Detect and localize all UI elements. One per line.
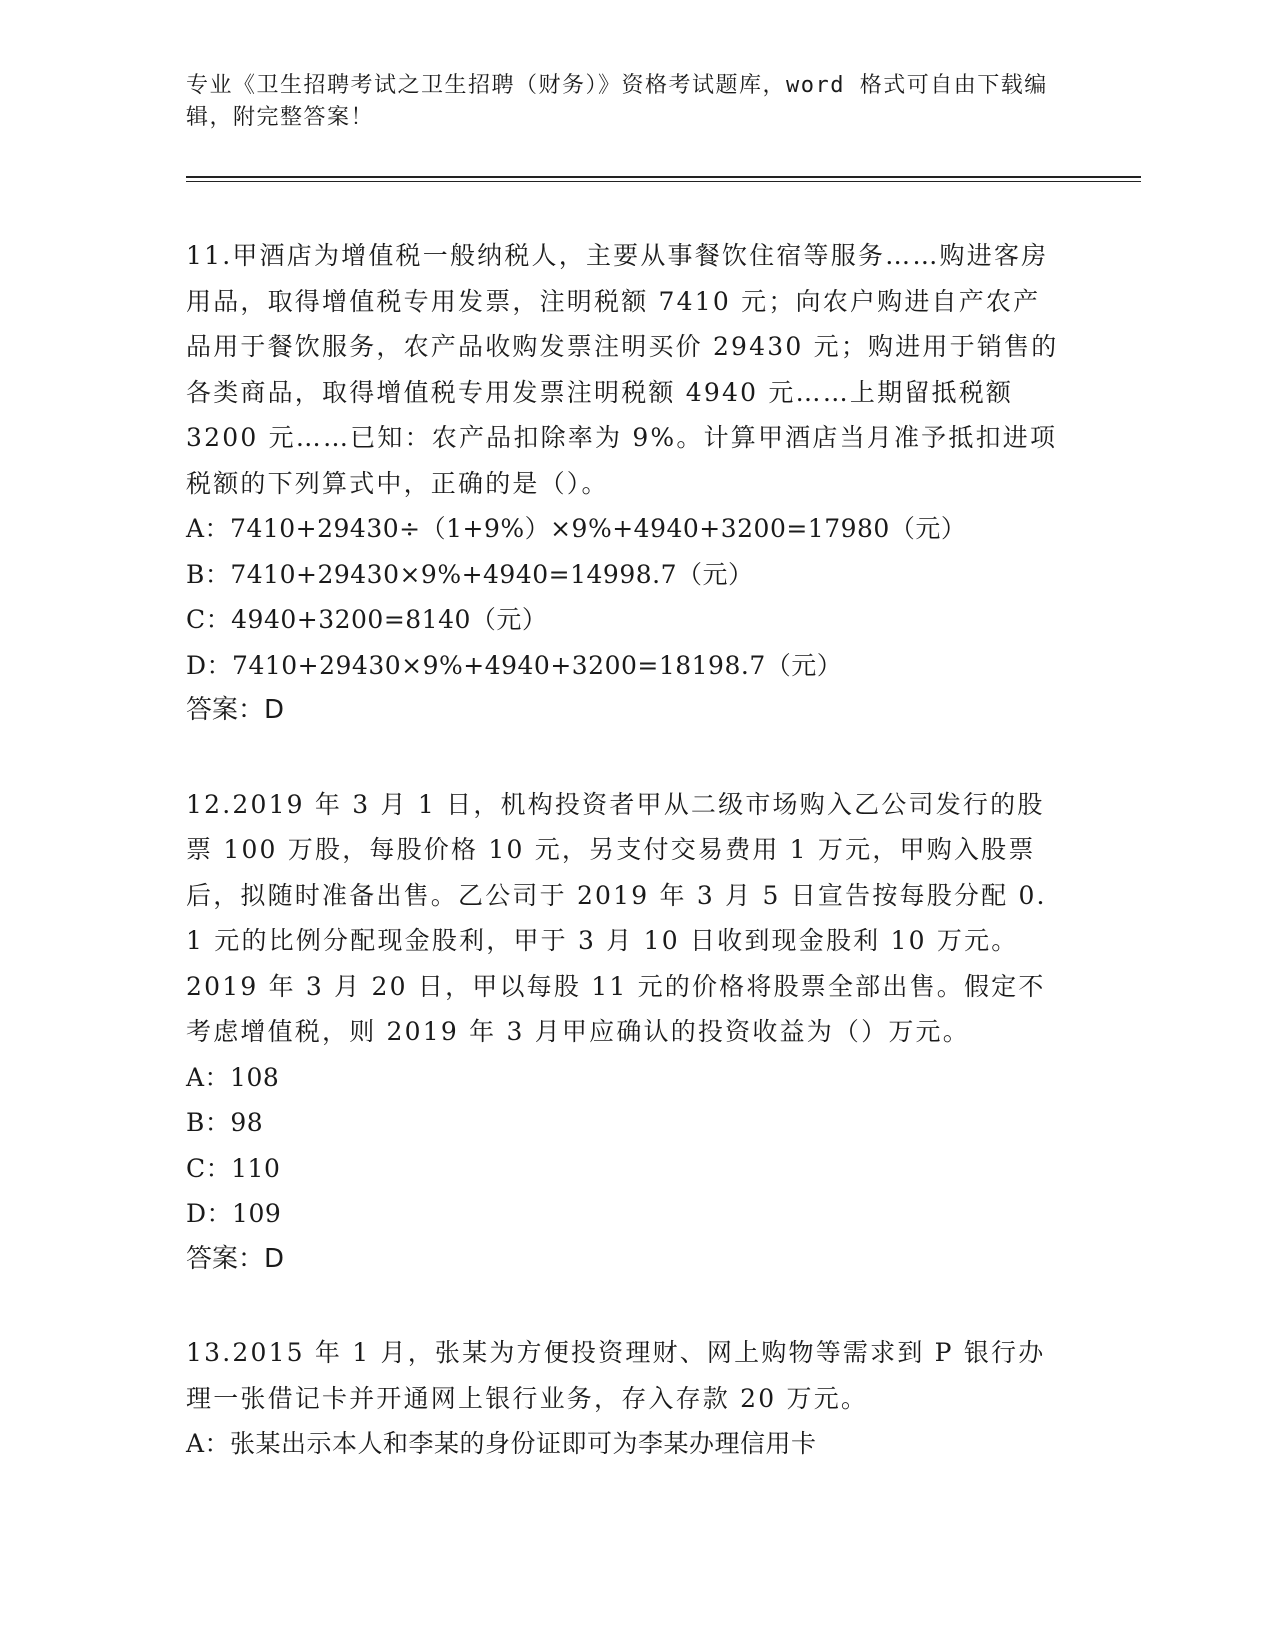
question-stem: 12.2019 年 3 月 1 日，机构投资者甲从二级市场购入乙公司发行的股票 100 万股，每股价格 10 元，另支付交易费用 1 万元，甲购入股票后，拟随时准备出售。乙公司于 2019 年 3 月 5 日宣告按每股分配 0．1 元的比例分配现金股利，甲于 3 月 10 日收到现金股利 10 万元。2019 年 3 月 20 日，甲以每股 11 元的价格将股票全部出售。假定不考虑增值税，则 2019 年 3 月甲应确认的投资收益为（）万元。	[186, 789, 1064, 1046]
option-d: D：109	[186, 1199, 282, 1228]
option-a: A：7410+29430÷（1+9%）×9%+4940+3200=17980（元）	[186, 514, 967, 543]
header-divider-thick	[186, 176, 1141, 178]
answer-label: 答案：D	[186, 695, 285, 725]
option-a: A：张某出示本人和李某的身份证即可为李某办理信用卡	[186, 1429, 817, 1458]
question-list	[186, 233, 1066, 1467]
header-divider-thin	[186, 181, 1141, 182]
answer-label: 答案：D	[186, 1243, 285, 1274]
question-12	[186, 782, 1066, 1283]
question-13	[186, 1330, 1066, 1467]
question-stem: 13.2015 年 1 月，张某为方便投资理财、网上购物等需求到 P 银行办理一张借记卡并开通网上银行业务，存入存款 20 万元。	[186, 1338, 1046, 1413]
option-c: C：110	[186, 1153, 281, 1183]
option-b: B：98	[186, 1108, 264, 1137]
document-header: 专业《卫生招聘考试之卫生招聘（财务）》资格考试题库，word 格式可自由下载编辑，附完整答案！	[186, 73, 1048, 130]
question-spacer	[186, 1282, 1066, 1330]
option-b: B：7410+29430×9%+4940=14998.7（元）	[186, 559, 754, 589]
question-stem: 11.甲酒店为增值税一般纳税人，主要从事餐饮住宿等服务……购进客房用品，取得增值税专用发票，注明税额 7410 元；向农户购进自产农产品用于餐饮服务，农产品收购发票注明买价 29430 元；购进用于销售的各类商品，取得增值税专用发票注明税额 4940 元……上期留抵税额 3200 元……已知：农产品扣除率为 9%。计算甲酒店当月准予抵扣进项税额的下列算式中，正确的是（）。	[186, 241, 1059, 498]
option-c: C：4940+3200=8140（元）	[186, 605, 548, 634]
question-spacer	[186, 734, 1066, 782]
option-a: A：108	[186, 1062, 280, 1092]
question-11	[186, 233, 1066, 734]
option-d: D：7410+29430×9%+4940+3200=18198.7（元）	[186, 650, 843, 680]
